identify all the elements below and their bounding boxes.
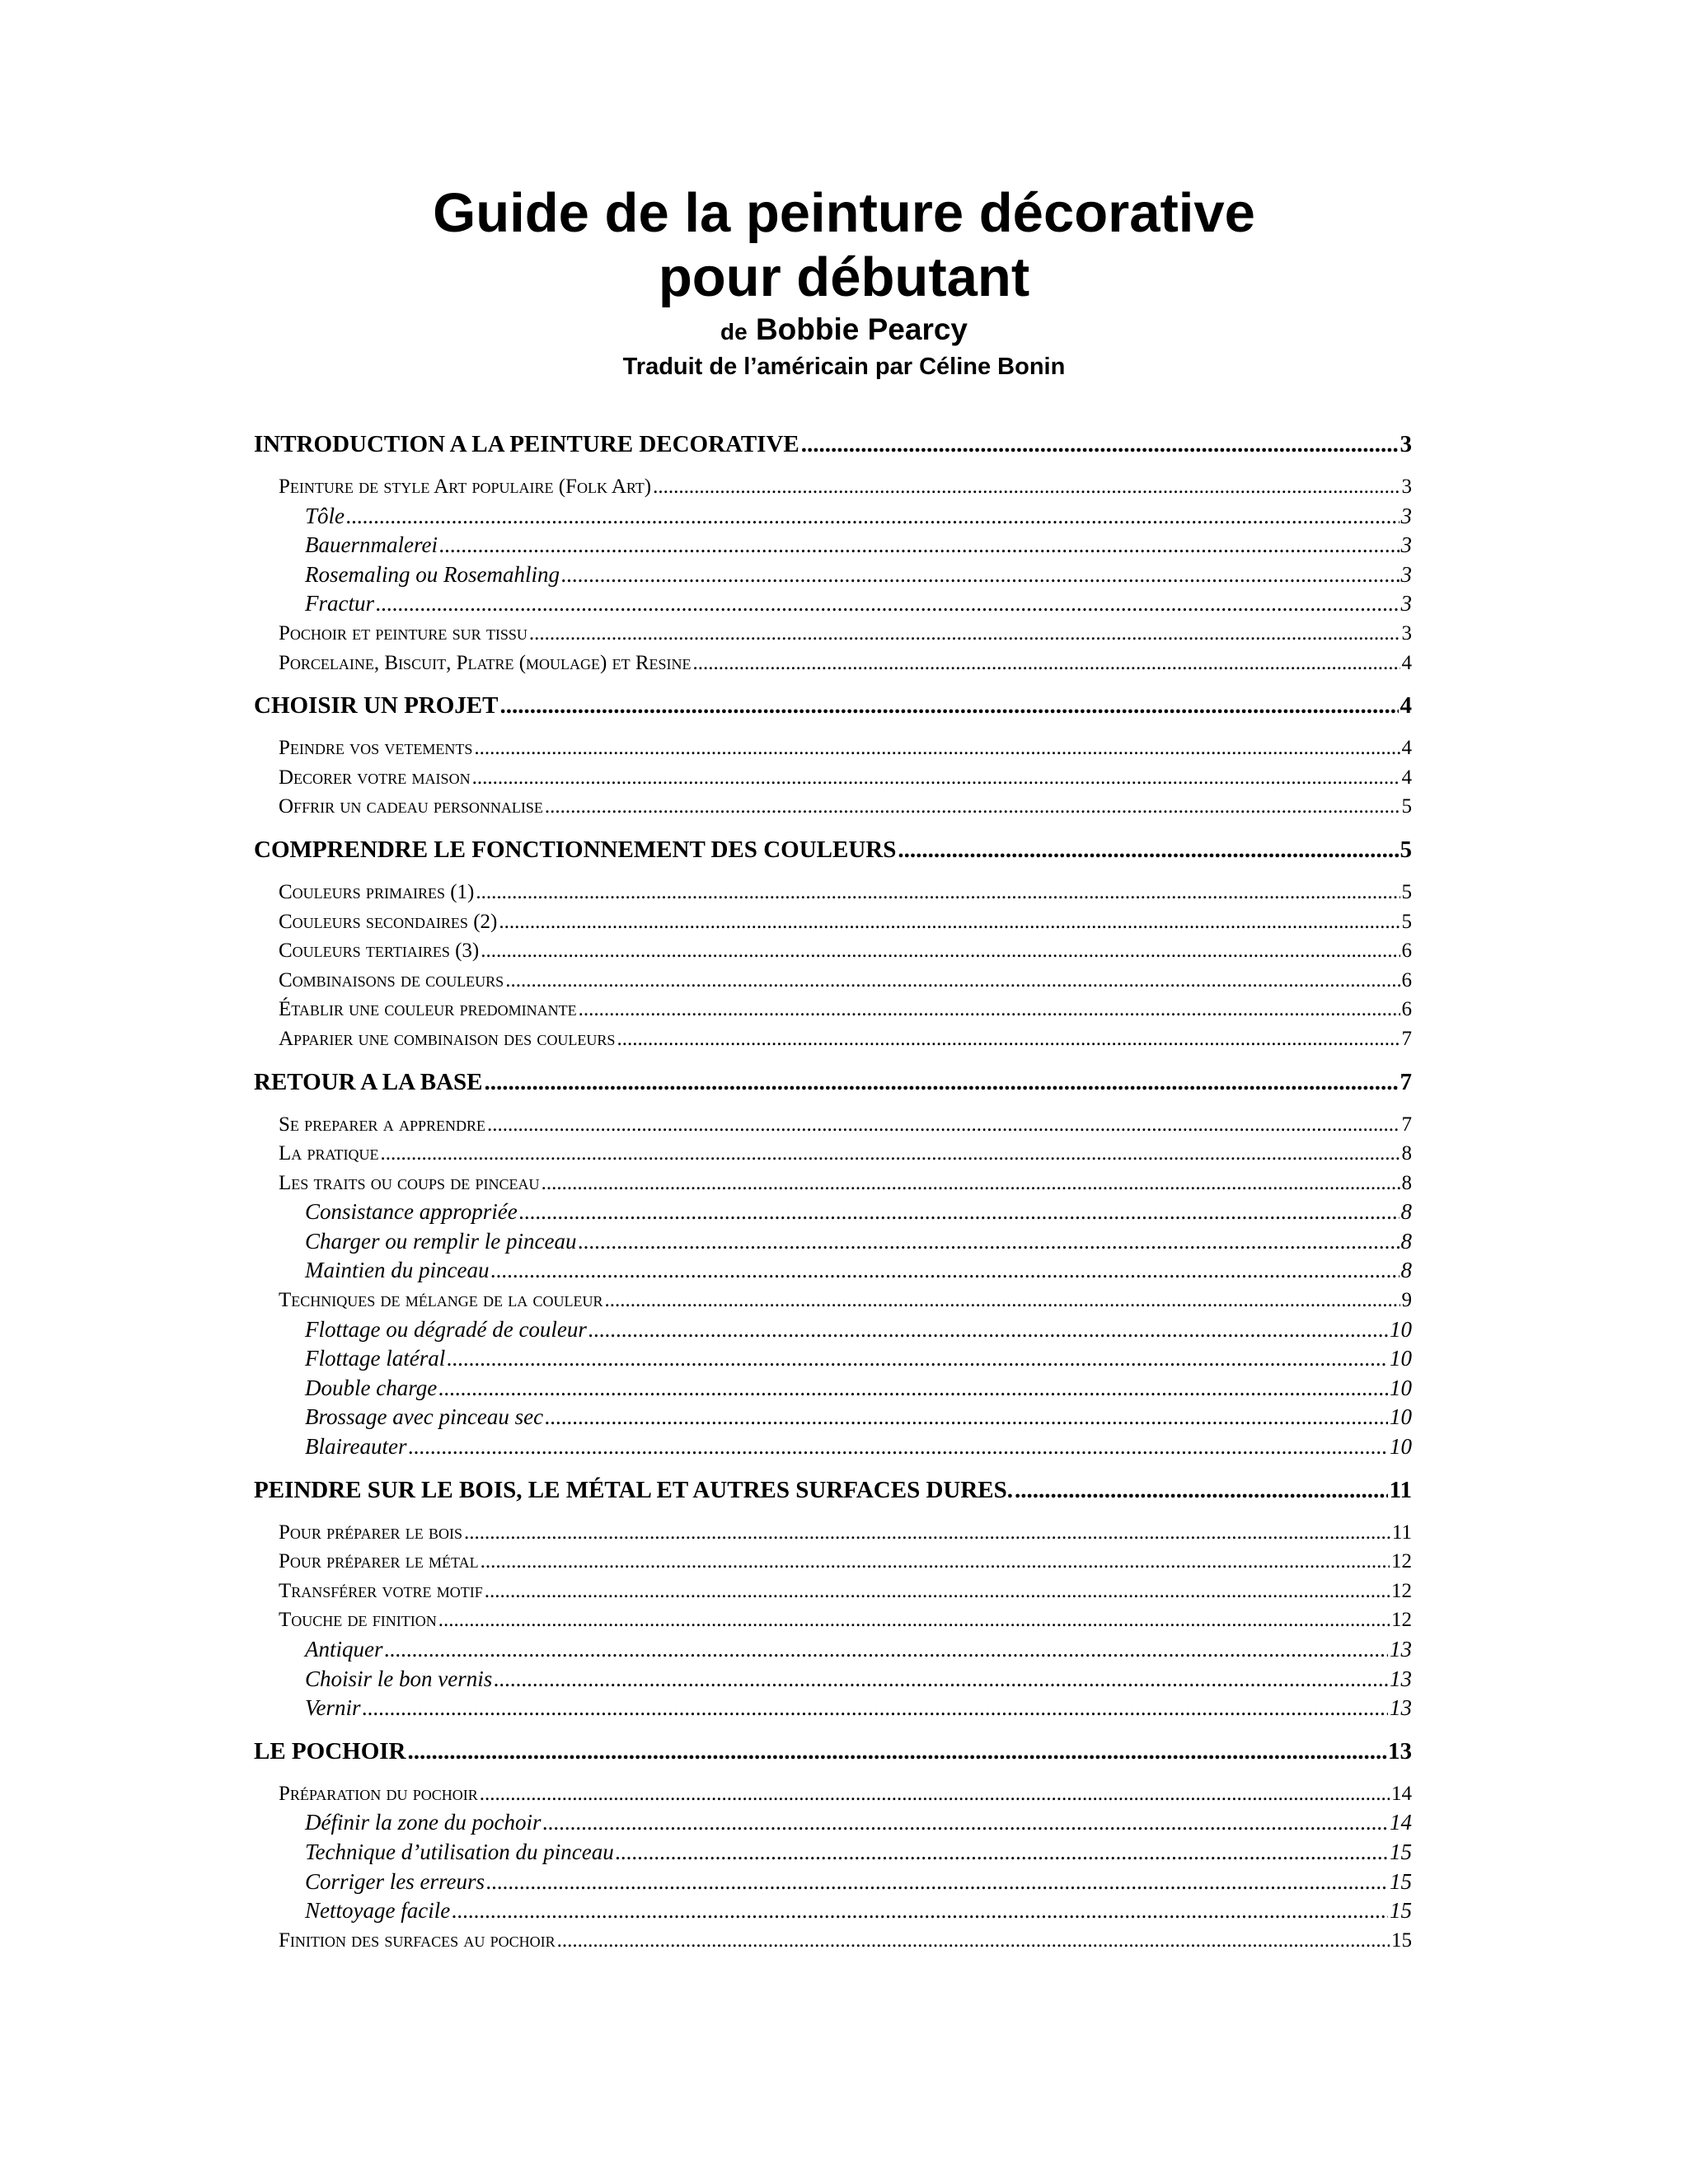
toc-section-heading[interactable]	[254, 691, 1412, 720]
toc-entry[interactable]	[254, 1547, 1412, 1577]
toc-page-number: 6	[1401, 940, 1412, 963]
dot-leader	[542, 1808, 1388, 1838]
toc-subentry[interactable]	[254, 1227, 1412, 1257]
dot-leader	[472, 763, 1400, 793]
toc-page-number: 8	[1401, 1142, 1412, 1165]
dot-leader	[617, 1024, 1400, 1054]
toc-section-heading[interactable]	[254, 1475, 1412, 1505]
toc-subentry[interactable]	[254, 1808, 1412, 1838]
dot-leader	[545, 792, 1400, 822]
table-of-contents	[254, 416, 1412, 1955]
dot-leader	[505, 966, 1400, 996]
dot-leader	[653, 472, 1400, 502]
toc-label: Technique d’utilisation du pinceau	[305, 1839, 614, 1864]
toc-page-number: 15	[1390, 1839, 1412, 1864]
dot-leader	[484, 1067, 1398, 1097]
dot-leader	[616, 1838, 1388, 1868]
toc-page-number: 10	[1390, 1404, 1412, 1430]
toc-label: Pochoir et peinture sur tissu	[279, 621, 528, 644]
toc-label: LE POCHOIR	[254, 1737, 406, 1765]
toc-label: Flottage latéral	[305, 1346, 446, 1371]
toc-page-number: 5	[1401, 910, 1412, 933]
toc-page-number: 8	[1400, 1228, 1412, 1254]
toc-label: INTRODUCTION A LA PEINTURE DECORATIVE	[254, 431, 799, 457]
dot-leader	[481, 936, 1400, 966]
author-prefix: de	[720, 319, 748, 344]
toc-page-number: 8	[1400, 1258, 1412, 1283]
dot-leader	[545, 1403, 1388, 1432]
dot-leader	[588, 1315, 1388, 1345]
dot-leader	[408, 1432, 1388, 1462]
toc-label: Pour préparer le bois	[279, 1521, 463, 1544]
toc-subentry[interactable]	[254, 1896, 1412, 1926]
toc-entry[interactable]	[254, 1605, 1412, 1635]
toc-page-number: 7	[1401, 1113, 1412, 1136]
dot-leader	[529, 619, 1400, 649]
toc-label: Combinaisons de couleurs	[279, 968, 504, 991]
toc-page-number: 3	[1401, 621, 1412, 644]
toc-entry[interactable]	[254, 733, 1412, 763]
toc-label: Fractur	[305, 591, 374, 616]
toc-page-number: 12	[1391, 1609, 1412, 1632]
toc-subentry[interactable]	[254, 1665, 1412, 1694]
toc-label: PEINDRE SUR LE BOIS, LE MÉTAL ET AUTRES SURFACES DURES.	[254, 1476, 1013, 1503]
toc-entry[interactable]	[254, 1577, 1412, 1606]
toc-label: Définir la zone du pochoir	[305, 1810, 542, 1835]
toc-page-number: 4	[1401, 766, 1412, 789]
toc-label: Brossage avec pinceau sec	[305, 1404, 544, 1430]
title-block	[0, 181, 1688, 383]
toc-entry[interactable]	[254, 966, 1412, 996]
toc-page-number: 3	[1401, 476, 1412, 498]
toc-entry[interactable]	[254, 995, 1412, 1024]
toc-label: Decorer votre maison	[279, 766, 471, 789]
toc-label: CHOISIR UN PROJET	[254, 692, 499, 719]
dot-leader	[578, 1227, 1399, 1257]
dot-leader	[500, 691, 1399, 720]
dot-leader	[487, 1110, 1400, 1140]
dot-leader	[363, 1694, 1389, 1723]
document-title-line-1: Guide de la peinture décorative	[433, 182, 1255, 244]
toc-page-number: 6	[1401, 968, 1412, 991]
dot-leader	[605, 1286, 1400, 1315]
dot-leader	[447, 1344, 1388, 1374]
toc-subentry[interactable]	[254, 531, 1412, 560]
toc-label: La pratique	[279, 1142, 379, 1165]
dot-leader	[486, 1868, 1388, 1897]
toc-section-heading[interactable]	[254, 1067, 1412, 1097]
toc-label: Couleurs primaires (1)	[279, 880, 475, 903]
toc-page-number: 8	[1401, 1171, 1412, 1194]
toc-subentry[interactable]	[254, 502, 1412, 532]
toc-page-number: 12	[1391, 1579, 1412, 1602]
toc-subentry[interactable]	[254, 1838, 1412, 1868]
dot-leader	[464, 1518, 1390, 1548]
toc-label: Flottage ou dégradé de couleur	[305, 1316, 587, 1342]
toc-entry[interactable]	[254, 1169, 1412, 1198]
toc-section-heading[interactable]	[254, 429, 1412, 459]
toc-page-number: 10	[1390, 1375, 1412, 1400]
dot-leader	[438, 1374, 1388, 1404]
dot-leader	[474, 733, 1400, 763]
dot-leader	[485, 1577, 1390, 1606]
toc-label: Offrir un cadeau personnalise	[279, 795, 543, 818]
toc-page-number: 5	[1401, 795, 1412, 818]
toc-section-heading[interactable]	[254, 835, 1412, 865]
toc-section-heading[interactable]	[254, 1736, 1412, 1766]
toc-label: Touche de finition	[279, 1609, 437, 1632]
dot-leader	[801, 429, 1399, 459]
toc-entry[interactable]	[254, 1110, 1412, 1140]
toc-label: Peinture de style Art populaire (Folk Art)	[279, 476, 652, 498]
toc-label: Apparier une combinaison des couleurs	[279, 1027, 616, 1050]
dot-leader	[346, 502, 1399, 532]
toc-label: Pour préparer le métal	[279, 1550, 479, 1573]
toc-page-number: 4	[1401, 737, 1412, 760]
dot-leader	[557, 1926, 1390, 1956]
toc-page-number: 3	[1400, 591, 1412, 616]
toc-label: Porcelaine, Biscuit, Platre (moulage) et Resine	[279, 651, 692, 674]
dot-leader	[408, 1736, 1387, 1766]
toc-entry[interactable]	[254, 1926, 1412, 1956]
toc-entry[interactable]	[254, 936, 1412, 966]
toc-subentry[interactable]	[254, 1256, 1412, 1286]
toc-page-number: 15	[1390, 1868, 1412, 1894]
dot-leader	[490, 1256, 1399, 1286]
toc-page-number: 10	[1390, 1316, 1412, 1342]
toc-label: Tôle	[305, 503, 345, 528]
dot-leader	[561, 560, 1400, 590]
dot-leader	[579, 995, 1400, 1024]
toc-label: RETOUR A LA BASE	[254, 1068, 483, 1095]
toc-subentry[interactable]	[254, 1403, 1412, 1432]
author-byline	[0, 312, 1688, 350]
toc-label: Charger ou remplir le pinceau	[305, 1228, 577, 1254]
toc-entry[interactable]	[254, 1286, 1412, 1315]
toc-entry[interactable]	[254, 792, 1412, 822]
toc-page-number: 3	[1400, 532, 1412, 558]
toc-entry[interactable]	[254, 649, 1412, 678]
toc-page-number: 5	[1400, 836, 1412, 863]
dot-leader	[452, 1896, 1388, 1926]
dot-leader	[381, 1139, 1400, 1169]
toc-page-number: 10	[1390, 1434, 1412, 1460]
toc-entry[interactable]	[254, 907, 1412, 937]
toc-page-number: 8	[1400, 1199, 1412, 1225]
toc-subentry[interactable]	[254, 560, 1412, 590]
toc-label: Maintien du pinceau	[305, 1258, 490, 1283]
toc-entry[interactable]	[254, 472, 1412, 502]
toc-page-number: 7	[1401, 1027, 1412, 1050]
toc-entry[interactable]	[254, 1024, 1412, 1054]
toc-subentry[interactable]	[254, 1868, 1412, 1897]
toc-page-number: 13	[1390, 1695, 1412, 1721]
toc-label: Choisir le bon vernis	[305, 1666, 493, 1691]
toc-subentry[interactable]	[254, 1635, 1412, 1665]
toc-page-number: 5	[1401, 880, 1412, 903]
toc-page-number: 4	[1401, 651, 1412, 674]
dot-leader	[499, 907, 1400, 937]
toc-page-number: 11	[1391, 1521, 1412, 1544]
toc-page-number: 12	[1391, 1550, 1412, 1573]
toc-page-number: 11	[1389, 1476, 1412, 1503]
toc-entry[interactable]	[254, 619, 1412, 649]
toc-label: Vernir	[305, 1695, 361, 1721]
toc-label: COMPRENDRE LE FONCTIONNEMENT DES COULEURS	[254, 836, 897, 863]
toc-label: Transférer votre motif	[279, 1579, 483, 1602]
toc-page-number: 13	[1390, 1637, 1412, 1661]
toc-entry[interactable]	[254, 878, 1412, 907]
dot-leader	[480, 1779, 1390, 1809]
toc-entry[interactable]	[254, 763, 1412, 793]
toc-page-number: 14	[1390, 1810, 1412, 1835]
dot-leader	[476, 878, 1400, 907]
toc-label: Couleurs secondaires (2)	[279, 910, 498, 933]
dot-leader	[481, 1547, 1390, 1577]
toc-page-number: 13	[1388, 1737, 1412, 1765]
dot-leader	[519, 1197, 1400, 1227]
toc-page-number: 3	[1400, 431, 1412, 457]
toc-label: Peindre vos vetements	[279, 737, 473, 760]
toc-page-number: 4	[1400, 692, 1412, 719]
dot-leader	[376, 589, 1400, 619]
toc-page-number: 10	[1390, 1346, 1412, 1371]
dot-leader	[494, 1665, 1388, 1694]
toc-label: Antiquer	[305, 1637, 383, 1661]
toc-entry[interactable]	[254, 1518, 1412, 1548]
toc-entry[interactable]	[254, 1779, 1412, 1809]
toc-label: Corriger les erreurs	[305, 1868, 485, 1894]
toc-label: Techniques de mélange de la couleur	[279, 1289, 603, 1312]
dot-leader	[1015, 1475, 1388, 1505]
toc-label: Les traits ou coups de pinceau	[279, 1171, 540, 1194]
toc-label: Établir une couleur predominante	[279, 998, 577, 1021]
toc-subentry[interactable]	[254, 1315, 1412, 1345]
toc-subentry[interactable]	[254, 1374, 1412, 1404]
dot-leader	[385, 1635, 1389, 1665]
toc-label: Blaireauter	[305, 1434, 407, 1460]
toc-subentry[interactable]	[254, 1197, 1412, 1227]
toc-label: Finition des surfaces au pochoir	[279, 1929, 556, 1952]
toc-label: Bauernmalerei	[305, 532, 438, 558]
toc-subentry[interactable]	[254, 589, 1412, 619]
toc-subentry[interactable]	[254, 1344, 1412, 1374]
toc-label: Se preparer a apprendre	[279, 1113, 486, 1136]
toc-page-number: 14	[1391, 1782, 1412, 1805]
dot-leader	[898, 835, 1398, 865]
author-name: Bobbie Pearcy	[755, 312, 968, 346]
dot-leader	[542, 1169, 1400, 1198]
toc-page-number: 13	[1390, 1666, 1412, 1691]
toc-entry[interactable]	[254, 1139, 1412, 1169]
toc-page-number: 7	[1400, 1068, 1412, 1095]
toc-page-number: 3	[1400, 561, 1412, 587]
translator-credit: Traduit de l’américain par Céline Bonin	[622, 354, 1066, 380]
toc-subentry[interactable]	[254, 1694, 1412, 1723]
toc-label: Nettoyage facile	[305, 1898, 451, 1924]
toc-label: Rosemaling ou Rosemahling	[305, 561, 560, 587]
toc-page-number: 15	[1390, 1898, 1412, 1924]
toc-label: Double charge	[305, 1375, 438, 1400]
toc-label: Consistance appropriée	[305, 1199, 518, 1225]
toc-page-number: 3	[1400, 503, 1412, 528]
dot-leader	[439, 531, 1400, 560]
toc-page-number: 6	[1401, 998, 1412, 1021]
toc-page-number: 9	[1401, 1289, 1412, 1312]
toc-label: Couleurs tertiaires (3)	[279, 940, 480, 963]
dot-leader	[693, 649, 1400, 678]
toc-subentry[interactable]	[254, 1432, 1412, 1462]
dot-leader	[438, 1605, 1390, 1635]
toc-label: Préparation du pochoir	[279, 1782, 478, 1805]
toc-page-number: 15	[1391, 1929, 1412, 1952]
document-title-line-2: pour débutant	[658, 246, 1030, 308]
